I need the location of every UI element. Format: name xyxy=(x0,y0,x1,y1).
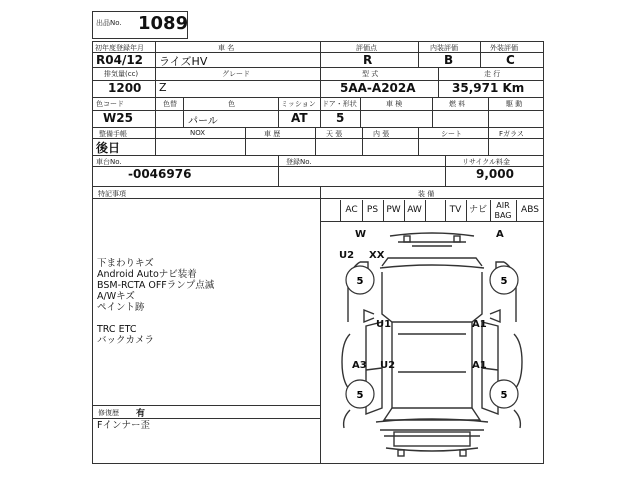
note-line xyxy=(97,313,214,324)
damage-mark-a1-lower: A1 xyxy=(472,360,487,371)
doors-value: 5 xyxy=(336,111,345,125)
damage-mark-u2-lower: U2 xyxy=(380,360,396,371)
tire-value: 5 xyxy=(356,276,364,287)
note-line: バックカメラ xyxy=(97,335,155,346)
note-line: A/Wキズ xyxy=(97,291,135,302)
model-label: 車 名 xyxy=(218,44,235,52)
color-code-value: W25 xyxy=(103,111,133,125)
inspection-label: 車 検 xyxy=(386,100,403,108)
note-line: ペイント跡 xyxy=(97,302,145,313)
mileage-value: 35,971 Km xyxy=(452,81,525,95)
grade-value: Z xyxy=(159,81,167,94)
repair-note: Fインナー歪 xyxy=(97,420,150,431)
interior-trim-label: 内 張 xyxy=(373,130,390,138)
equip-ac: AC xyxy=(345,205,358,215)
tire-rear-right xyxy=(490,380,518,408)
drive-label: 駆 動 xyxy=(506,100,523,108)
repair-value: 有 xyxy=(136,409,146,419)
tire-front-right xyxy=(490,266,518,294)
note-line: TRC ETC xyxy=(97,324,137,335)
grade-label: グレード xyxy=(222,70,250,78)
interior-score-value: B xyxy=(444,53,454,67)
fuel-label: 燃 料 xyxy=(449,100,466,108)
score-value: R xyxy=(363,53,373,67)
reg-date-value: R04/12 xyxy=(96,53,144,67)
model-value: ライズHV xyxy=(159,55,208,68)
damage-mark-xx: XX xyxy=(369,250,385,261)
damage-mark-u1: U1 xyxy=(376,319,392,330)
equip-navi: ナビ xyxy=(468,205,487,215)
tire-value: 5 xyxy=(500,390,508,401)
recycle-value: 9,000 xyxy=(476,167,514,181)
equip-pw: PW xyxy=(386,205,401,215)
listing-label: 出品No. xyxy=(96,19,122,27)
tire-rear-left xyxy=(346,380,374,408)
notes-list xyxy=(97,258,214,346)
equip-abs: ABS xyxy=(521,205,539,215)
exterior-score-label: 外装評価 xyxy=(490,44,518,52)
seat-label: シート xyxy=(441,130,462,138)
damage-mark-w: W xyxy=(355,229,367,240)
history-label: 車 歴 xyxy=(264,130,281,138)
equip-aw: AW xyxy=(407,205,422,215)
chassis-value: -0046976 xyxy=(128,167,192,181)
score-label: 評価点 xyxy=(356,44,377,52)
equipment-label: 装 備 xyxy=(418,190,435,198)
displacement-value: 1200 xyxy=(108,81,142,95)
color-value: パール xyxy=(188,116,218,127)
fglass-label: Fガラス xyxy=(499,130,524,138)
listing-number: 1089 xyxy=(138,13,189,34)
damage-mark-a3: A3 xyxy=(352,360,367,371)
manual-value: 後日 xyxy=(96,141,121,155)
color-label: 色 xyxy=(228,100,235,108)
manual-label: 整備手帳 xyxy=(99,130,127,138)
damage-mark-a-top: A xyxy=(496,229,504,240)
roof-label: 天 張 xyxy=(326,130,343,138)
notes-label: 特記事項 xyxy=(98,190,126,198)
exterior-score-value: C xyxy=(506,53,515,67)
tire-value: 5 xyxy=(356,390,364,401)
doors-label: ドア・形状 xyxy=(322,100,357,108)
note-line: BSM-RCTA OFFランプ点滅 xyxy=(97,280,215,291)
chassis-label: 車台No. xyxy=(96,158,122,166)
repair-label: 修復歴 xyxy=(98,409,119,417)
registration-label: 登録No. xyxy=(286,158,312,166)
note-line: 下まわりキズ xyxy=(97,258,154,269)
color-code-label: 色コード xyxy=(96,100,124,108)
equip-airbag: AIR BAG xyxy=(494,201,512,220)
interior-score-label: 内装評価 xyxy=(430,44,458,52)
car-outline xyxy=(342,233,522,456)
tire-value: 5 xyxy=(500,276,508,287)
mission-value: AT xyxy=(291,111,308,125)
displacement-label: 排気量(cc) xyxy=(104,70,139,78)
type-label: 型 式 xyxy=(362,70,379,78)
recycle-label: リサイクル料金 xyxy=(462,158,511,166)
color-family-label: 色替 xyxy=(163,100,177,108)
tire-front-left xyxy=(346,266,374,294)
equip-ps: PS xyxy=(366,205,379,215)
mileage-label: 走 行 xyxy=(484,70,501,78)
equip-tv: TV xyxy=(449,205,462,215)
damage-mark-u2-top: U2 xyxy=(339,250,355,261)
note-line: Android Autoナビ装着 xyxy=(97,269,197,280)
nox-label: NOX xyxy=(190,129,206,137)
damage-mark-a1-upper: A1 xyxy=(472,319,487,330)
reg-date-label: 初年度登録年月 xyxy=(95,44,144,52)
type-value: 5AA-A202A xyxy=(340,81,416,95)
mission-label: ミッション xyxy=(281,100,316,108)
